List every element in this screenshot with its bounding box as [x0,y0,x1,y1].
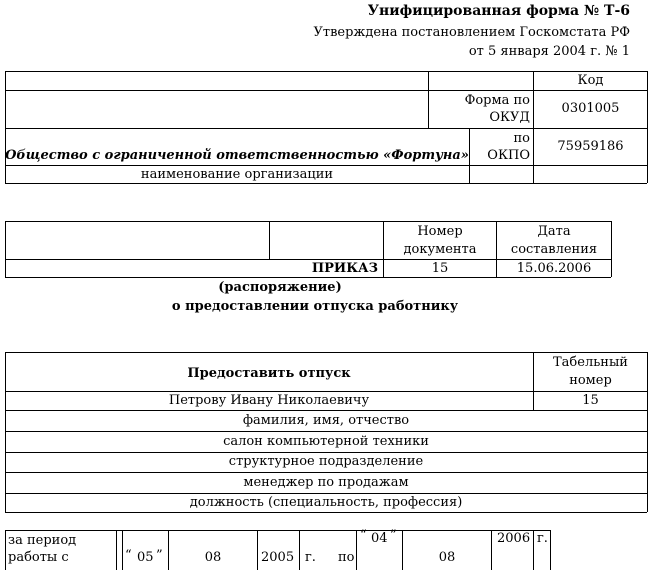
organization-caption: наименование организации [140,167,334,182]
document-subtitle-line2: о предоставлении отпуска работнику [171,299,459,314]
to-year: 2006 [497,531,531,546]
department-caption: структурное подразделение [228,454,424,469]
to-close-quote: ” [390,528,397,543]
to-month: 08 [438,550,456,565]
from-close-quote: ” [156,548,163,563]
approval-line-2: от 5 января 2004 г. № 1 [468,44,630,59]
to-label: по [338,550,355,565]
doc-number-header-line2: документа [403,242,477,257]
okud-label-line1: Форма по [464,93,530,108]
from-day: 05 [137,550,154,565]
document-title: ПРИКАЗ [311,261,378,276]
tab-number-value: 15 [582,393,599,408]
to-day: 04 [371,531,388,546]
document-number: 15 [431,261,449,276]
form-title: Унифицированная форма № Т-6 [367,3,630,19]
okpo-label-line1: по [513,131,530,146]
okud-label-line2: ОКУД [489,110,530,125]
okpo-label-line2: ОКПО [487,148,530,163]
document-date: 15.06.2006 [516,261,592,276]
tab-number-header-line2: номер [569,373,612,388]
from-year-suffix: г. [305,550,316,565]
doc-date-header-line1: Дата [537,224,571,239]
from-open-quote: “ [125,548,132,563]
doc-number-header-line1: Номер [417,224,463,239]
position-value: менеджер по продажам [243,475,409,490]
period-label-line1: за период [8,533,77,548]
doc-date-header-line2: составления [510,242,598,257]
grant-leave-label: Предоставить отпуск [187,366,351,381]
position-caption: должность (специальность, профессия) [189,495,463,510]
code-header: Код [577,73,604,88]
period-label-line2: работы с [8,550,69,565]
organization-name: Общество с ограниченной ответственностью «Фортуна» [5,148,469,163]
to-year-suffix: г. [537,531,548,546]
to-open-quote: “ [360,528,367,543]
from-month: 08 [204,550,222,565]
okud-code-value: 0301005 [561,101,620,116]
okpo-code-value: 75959186 [557,139,624,154]
employee-name-caption: фамилия, имя, отчество [242,413,410,428]
approval-line-1: Утверждена постановлением Госкомстата РФ [313,25,630,40]
department-value: салон компьютерной техники [223,434,429,449]
employee-name: Петрову Ивану Николаевичу [168,393,370,408]
from-year: 2005 [261,550,295,565]
tab-number-header-line1: Табельный [553,355,628,370]
document-subtitle-line1: (распоряжение) [218,280,342,295]
